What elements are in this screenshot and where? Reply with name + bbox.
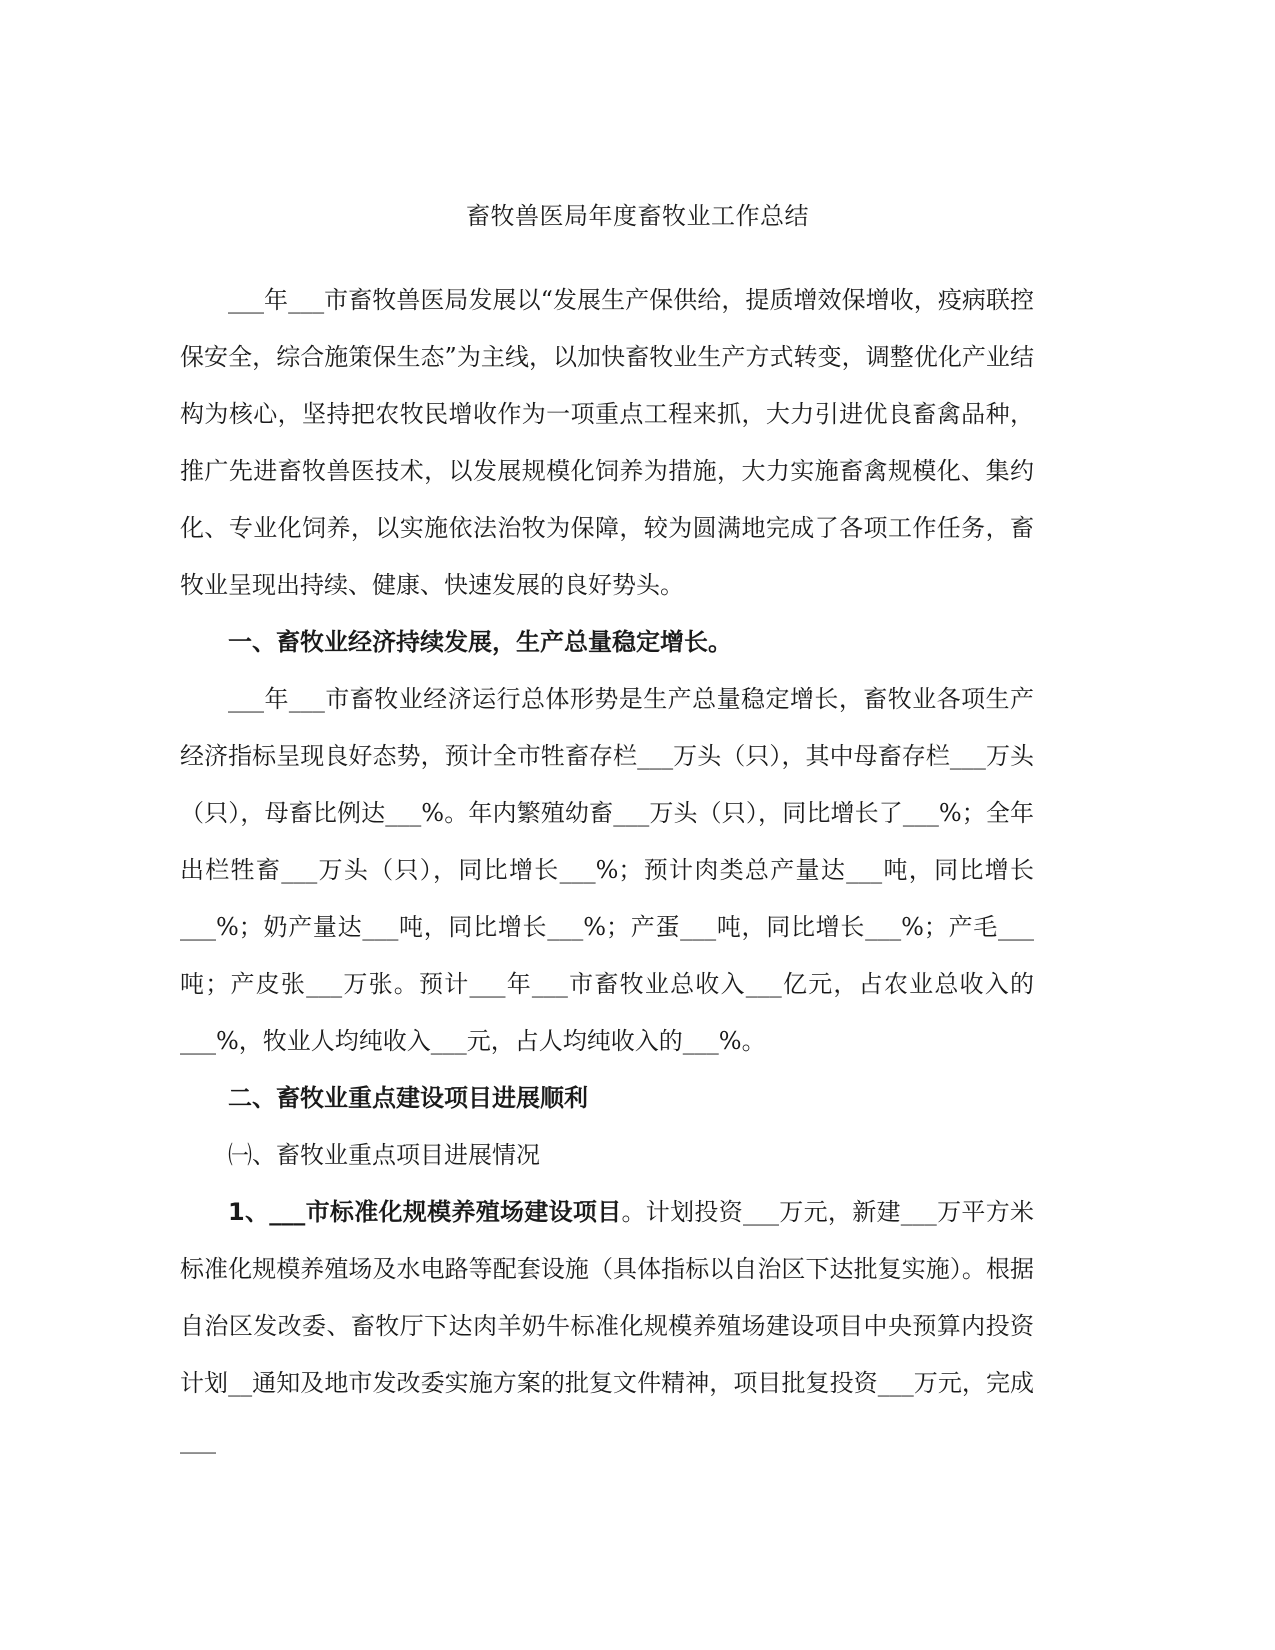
section2-heading: 二、畜牧业重点建设项目进展顺利 xyxy=(228,1084,588,1112)
section2-subheading: ㈠、畜牧业重点项目进展情况 xyxy=(228,1141,540,1169)
item1-text: 。计划投资___万元，新建___万平方米标准化规模养殖场及水电路等配套设施（具体指标以自治区下达批复实施）。根据自治区发改委、畜牧厅下达肉羊奶牛标准化规模养殖场建设项目中央预算内投资计划__通知及地市发改委实施方案的批复文件精神，项目批复投资___万元，完成___ xyxy=(180,1198,1034,1454)
item1-paragraph xyxy=(180,1184,1034,1469)
intro-paragraph: ___年___市畜牧兽医局发展以“发展生产保供给，提质增效保增收，疫病联控保安全，综合施策保生态”为主线，以加快畜牧业生产方式转变，调整优化产业结构为核心，坚持把农牧民增收作为一项重点工程来抓，大力引进优良畜禽品种，推广先进畜牧兽医技术，以发展规模化饲养为措施，大力实施畜禽规模化、集约化、专业化饲养，以实施依法治牧为保障，较为圆满地完成了各项工作任务，畜牧业呈现出持续、健康、快速发展的良好势头。 xyxy=(180,286,1034,599)
document-title: 畜牧兽医局年度畜牧业工作总结 xyxy=(466,202,809,230)
section1-heading: 一、畜牧业经济持续发展，生产总量稳定增长。 xyxy=(228,628,732,656)
section1-paragraph: ___年___市畜牧业经济运行总体形势是生产总量稳定增长，畜牧业各项生产经济指标呈现良好态势，预计全市牲畜存栏___万头（只），其中母畜存栏___万头（只），母畜比例达___%。年内繁殖幼畜___万头（只），同比增长了___%；全年出栏牲畜___万头（只），同比增长___%；预计肉类总产量达___吨，同比增长___%；奶产量达___吨，同比增长___%；产蛋___吨，同比增长___%；产毛___吨；产皮张___万张。预计___年___市畜牧业总收入___亿元，占农业总收入的___%，牧业人均纯收入___元，占人均纯收入的___%。 xyxy=(180,685,1034,1055)
item1-title: 1、___市标准化规模养殖场建设项目 xyxy=(228,1198,622,1226)
document-body xyxy=(180,272,1034,1469)
